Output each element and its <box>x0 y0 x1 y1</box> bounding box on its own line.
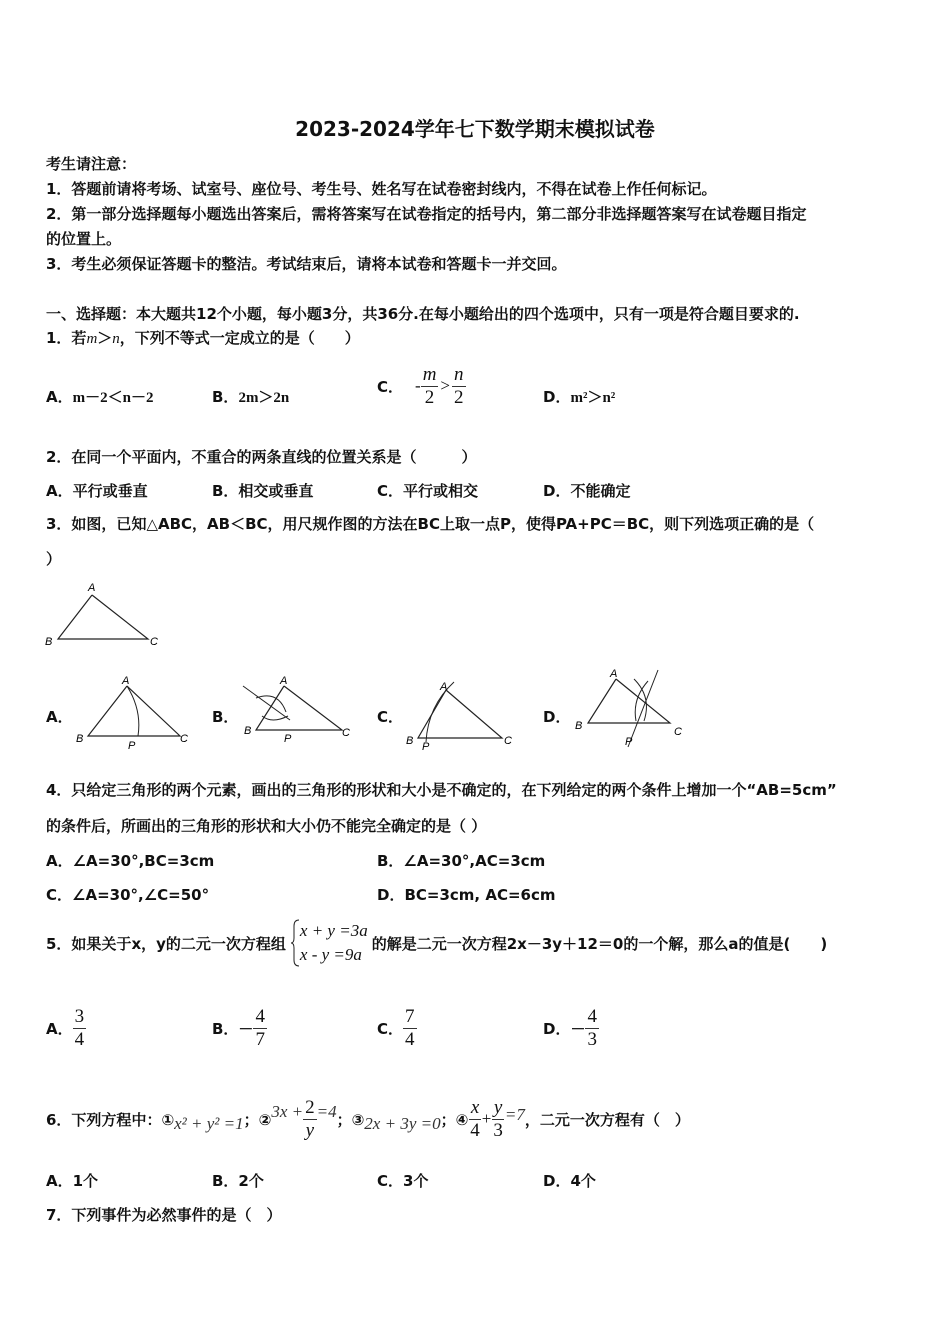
option-b[interactable]: B．∠A=30°,AC=3cm <box>377 852 546 870</box>
brace-icon <box>290 918 300 968</box>
equation-1: x + y =3a <box>299 921 368 940</box>
label-p: P <box>284 733 292 745</box>
label-b: B <box>575 720 583 732</box>
denominator: 7 <box>255 1028 265 1050</box>
equation-2: x - y =9a <box>299 945 362 964</box>
label-c: C <box>150 636 158 648</box>
gt-sign: ＞ <box>97 329 113 347</box>
numerator: n <box>454 363 464 385</box>
option-label: B． <box>212 388 239 406</box>
option-text: m－2＜n－2 <box>72 390 154 406</box>
var-n: n <box>112 331 120 347</box>
option-d[interactable]: D．BC=3cm, AC=6cm <box>377 886 556 904</box>
option-b[interactable] <box>212 386 289 407</box>
question-2-stem: 2．在同一个平面内，不重合的两条直线的位置关系是（ ） <box>46 448 477 466</box>
option-b[interactable]: B．相交或垂直 <box>212 482 314 500</box>
numerator: m <box>422 363 437 385</box>
label-c: C <box>342 727 350 739</box>
numerator: x <box>470 1096 480 1118</box>
option-c[interactable]: C．平行或相交 <box>377 482 479 500</box>
label-a: A <box>280 675 288 687</box>
question-5-stem <box>46 915 827 971</box>
option-text: 2m＞2n <box>238 390 290 406</box>
figure-option-a <box>70 672 195 754</box>
question-4-stem: 4．只给定三角形的两个元素，画出的三角形的形状和大小是不确定的，在下列给定的两个条件上增加一个“AB=5cm” <box>46 781 837 799</box>
denominator: 4 <box>74 1028 85 1050</box>
option-a[interactable] <box>46 386 153 407</box>
fraction <box>421 364 439 409</box>
equation-4-part: =7 <box>504 1105 525 1124</box>
var-m: m <box>86 331 98 347</box>
stem-text: ，下列不等式一定成立的是（ ） <box>119 329 360 347</box>
notice-item: 1．答题前请将考场、试室号、座位号、考生号、姓名写在试卷密封线内，不得在试卷上作任何标记。 <box>46 180 717 198</box>
stem-text: 6．下列方程中：① <box>46 1110 175 1129</box>
question-4-stem-cont: 的条件后，所画出的三角形的形状和大小仍不能完全确定的是（ ） <box>46 817 487 835</box>
denominator: 4 <box>405 1028 415 1050</box>
label-b: B <box>45 636 53 648</box>
equation-1: x² + y² =1 <box>174 1114 244 1133</box>
numerator: 7 <box>405 1005 415 1027</box>
numerator: y <box>493 1096 503 1118</box>
page-title: 2023-2024学年七下数学期末模拟试卷 <box>295 117 655 141</box>
stem-text: 5．如果关于x，y的二元一次方程组 <box>46 934 286 953</box>
option-b[interactable]: B． <box>212 708 239 726</box>
figure-triangle-abc <box>40 575 170 655</box>
equation-3: 2x + 3y =0 <box>364 1114 441 1133</box>
option-label: D．－ <box>543 1019 586 1038</box>
denominator: 2 <box>454 386 464 408</box>
fraction <box>303 1097 317 1142</box>
option-label: C． <box>377 377 404 396</box>
plus-sign: + <box>481 1109 492 1128</box>
denominator: 3 <box>587 1028 597 1050</box>
option-d[interactable] <box>543 386 615 407</box>
option-c[interactable]: C．∠A=30°,∠C=50° <box>46 886 210 904</box>
option-c[interactable] <box>377 1002 417 1054</box>
fraction <box>73 1006 87 1051</box>
minus-sign: - <box>415 376 421 395</box>
fraction <box>253 1006 267 1051</box>
question-7-stem: 7．下列事件为必然事件的是（ ） <box>46 1206 282 1224</box>
fraction <box>491 1097 505 1142</box>
option-a[interactable]: A．∠A=30°,BC=3cm <box>46 852 215 870</box>
numerator: 2 <box>305 1096 315 1118</box>
option-c[interactable]: C． <box>377 708 404 726</box>
denominator: 4 <box>470 1119 480 1141</box>
notice-heading: 考生请注意： <box>46 155 137 173</box>
denominator: 3 <box>493 1119 503 1141</box>
option-c[interactable] <box>377 362 466 410</box>
option-label: C． <box>377 1019 404 1038</box>
label-a: A <box>122 675 130 687</box>
gt-sign: > <box>440 376 451 395</box>
stem-text: 1．若 <box>46 329 87 347</box>
option-d[interactable] <box>543 1002 599 1054</box>
label-a: A <box>440 681 448 693</box>
option-c[interactable]: C．3个 <box>377 1172 429 1190</box>
label-a: A <box>88 582 96 594</box>
option-a[interactable] <box>46 1002 86 1054</box>
figure-option-c <box>402 672 522 754</box>
label-b: B <box>76 733 84 745</box>
option-a[interactable]: A． <box>46 708 73 726</box>
option-d[interactable]: D．不能确定 <box>543 482 631 500</box>
equation-2-part: =4 <box>316 1102 337 1121</box>
notice-item: 2．第一部分选择题每小题选出答案后，需将答案写在试卷指定的括号内，第二部分非选择题答案写在试卷题目指定 <box>46 205 807 223</box>
option-label: D． <box>543 388 571 406</box>
fraction <box>403 1006 417 1051</box>
option-a[interactable]: A．1个 <box>46 1172 99 1190</box>
separator: ；③ <box>336 1110 365 1129</box>
separator: ；② <box>243 1110 272 1129</box>
label-p: P <box>128 740 136 752</box>
option-b[interactable] <box>212 1002 267 1054</box>
equation-2-part: 3x + <box>271 1102 304 1121</box>
label-c: C <box>504 735 512 747</box>
label-p: P <box>422 741 430 753</box>
stem-text: ，二元一次方程有（ ） <box>524 1110 690 1129</box>
section-heading: 一、选择题：本大题共12个小题，每小题3分，共36分.在每小题给出的四个选项中，只有一项是符合题目要求的. <box>46 305 800 323</box>
numerator: 4 <box>587 1005 597 1027</box>
label-b: B <box>244 725 252 737</box>
denominator: 2 <box>424 386 435 408</box>
label-c: C <box>180 733 188 745</box>
denominator: y <box>305 1119 315 1141</box>
label-c: C <box>674 726 682 738</box>
option-label: A． <box>46 1019 73 1038</box>
notice-item: 3．考生必须保证答题卡的整洁。考试结束后，请将本试卷和答题卡一并交回。 <box>46 255 567 273</box>
option-b[interactable]: B．2个 <box>212 1172 264 1190</box>
separator: ；④ <box>440 1110 469 1129</box>
notice-item: 的位置上。 <box>46 230 122 248</box>
numerator: 4 <box>255 1005 265 1027</box>
figure-option-d <box>570 665 695 753</box>
label-p: P <box>625 736 633 748</box>
fraction <box>585 1006 599 1051</box>
question-6-stem <box>46 1092 690 1146</box>
question-3-stem-cont: ） <box>46 550 62 568</box>
option-d[interactable]: D． <box>543 708 571 726</box>
option-label: B．－ <box>212 1019 254 1038</box>
question-1-stem <box>46 327 360 348</box>
option-label: A． <box>46 388 73 406</box>
label-a: A <box>610 668 618 680</box>
question-3-stem: 3．如图，已知△ABC，AB＜BC，用尺规作图的方法在BC上取一点P，使得PA+PC＝BC，则下列选项正确的是（ <box>46 515 815 533</box>
option-a[interactable]: A．平行或垂直 <box>46 482 148 500</box>
label-b: B <box>406 735 414 747</box>
numerator: 3 <box>74 1005 85 1027</box>
figure-option-b <box>238 672 363 754</box>
equation-system <box>290 918 368 968</box>
stem-text: 的解是二元一次方程2x－3y＋12＝0的一个解，那么a的值是( ) <box>371 934 828 953</box>
option-d[interactable]: D．4个 <box>543 1172 596 1190</box>
option-text: m²＞n² <box>570 390 616 406</box>
fraction <box>468 1097 482 1142</box>
fraction <box>452 364 466 409</box>
